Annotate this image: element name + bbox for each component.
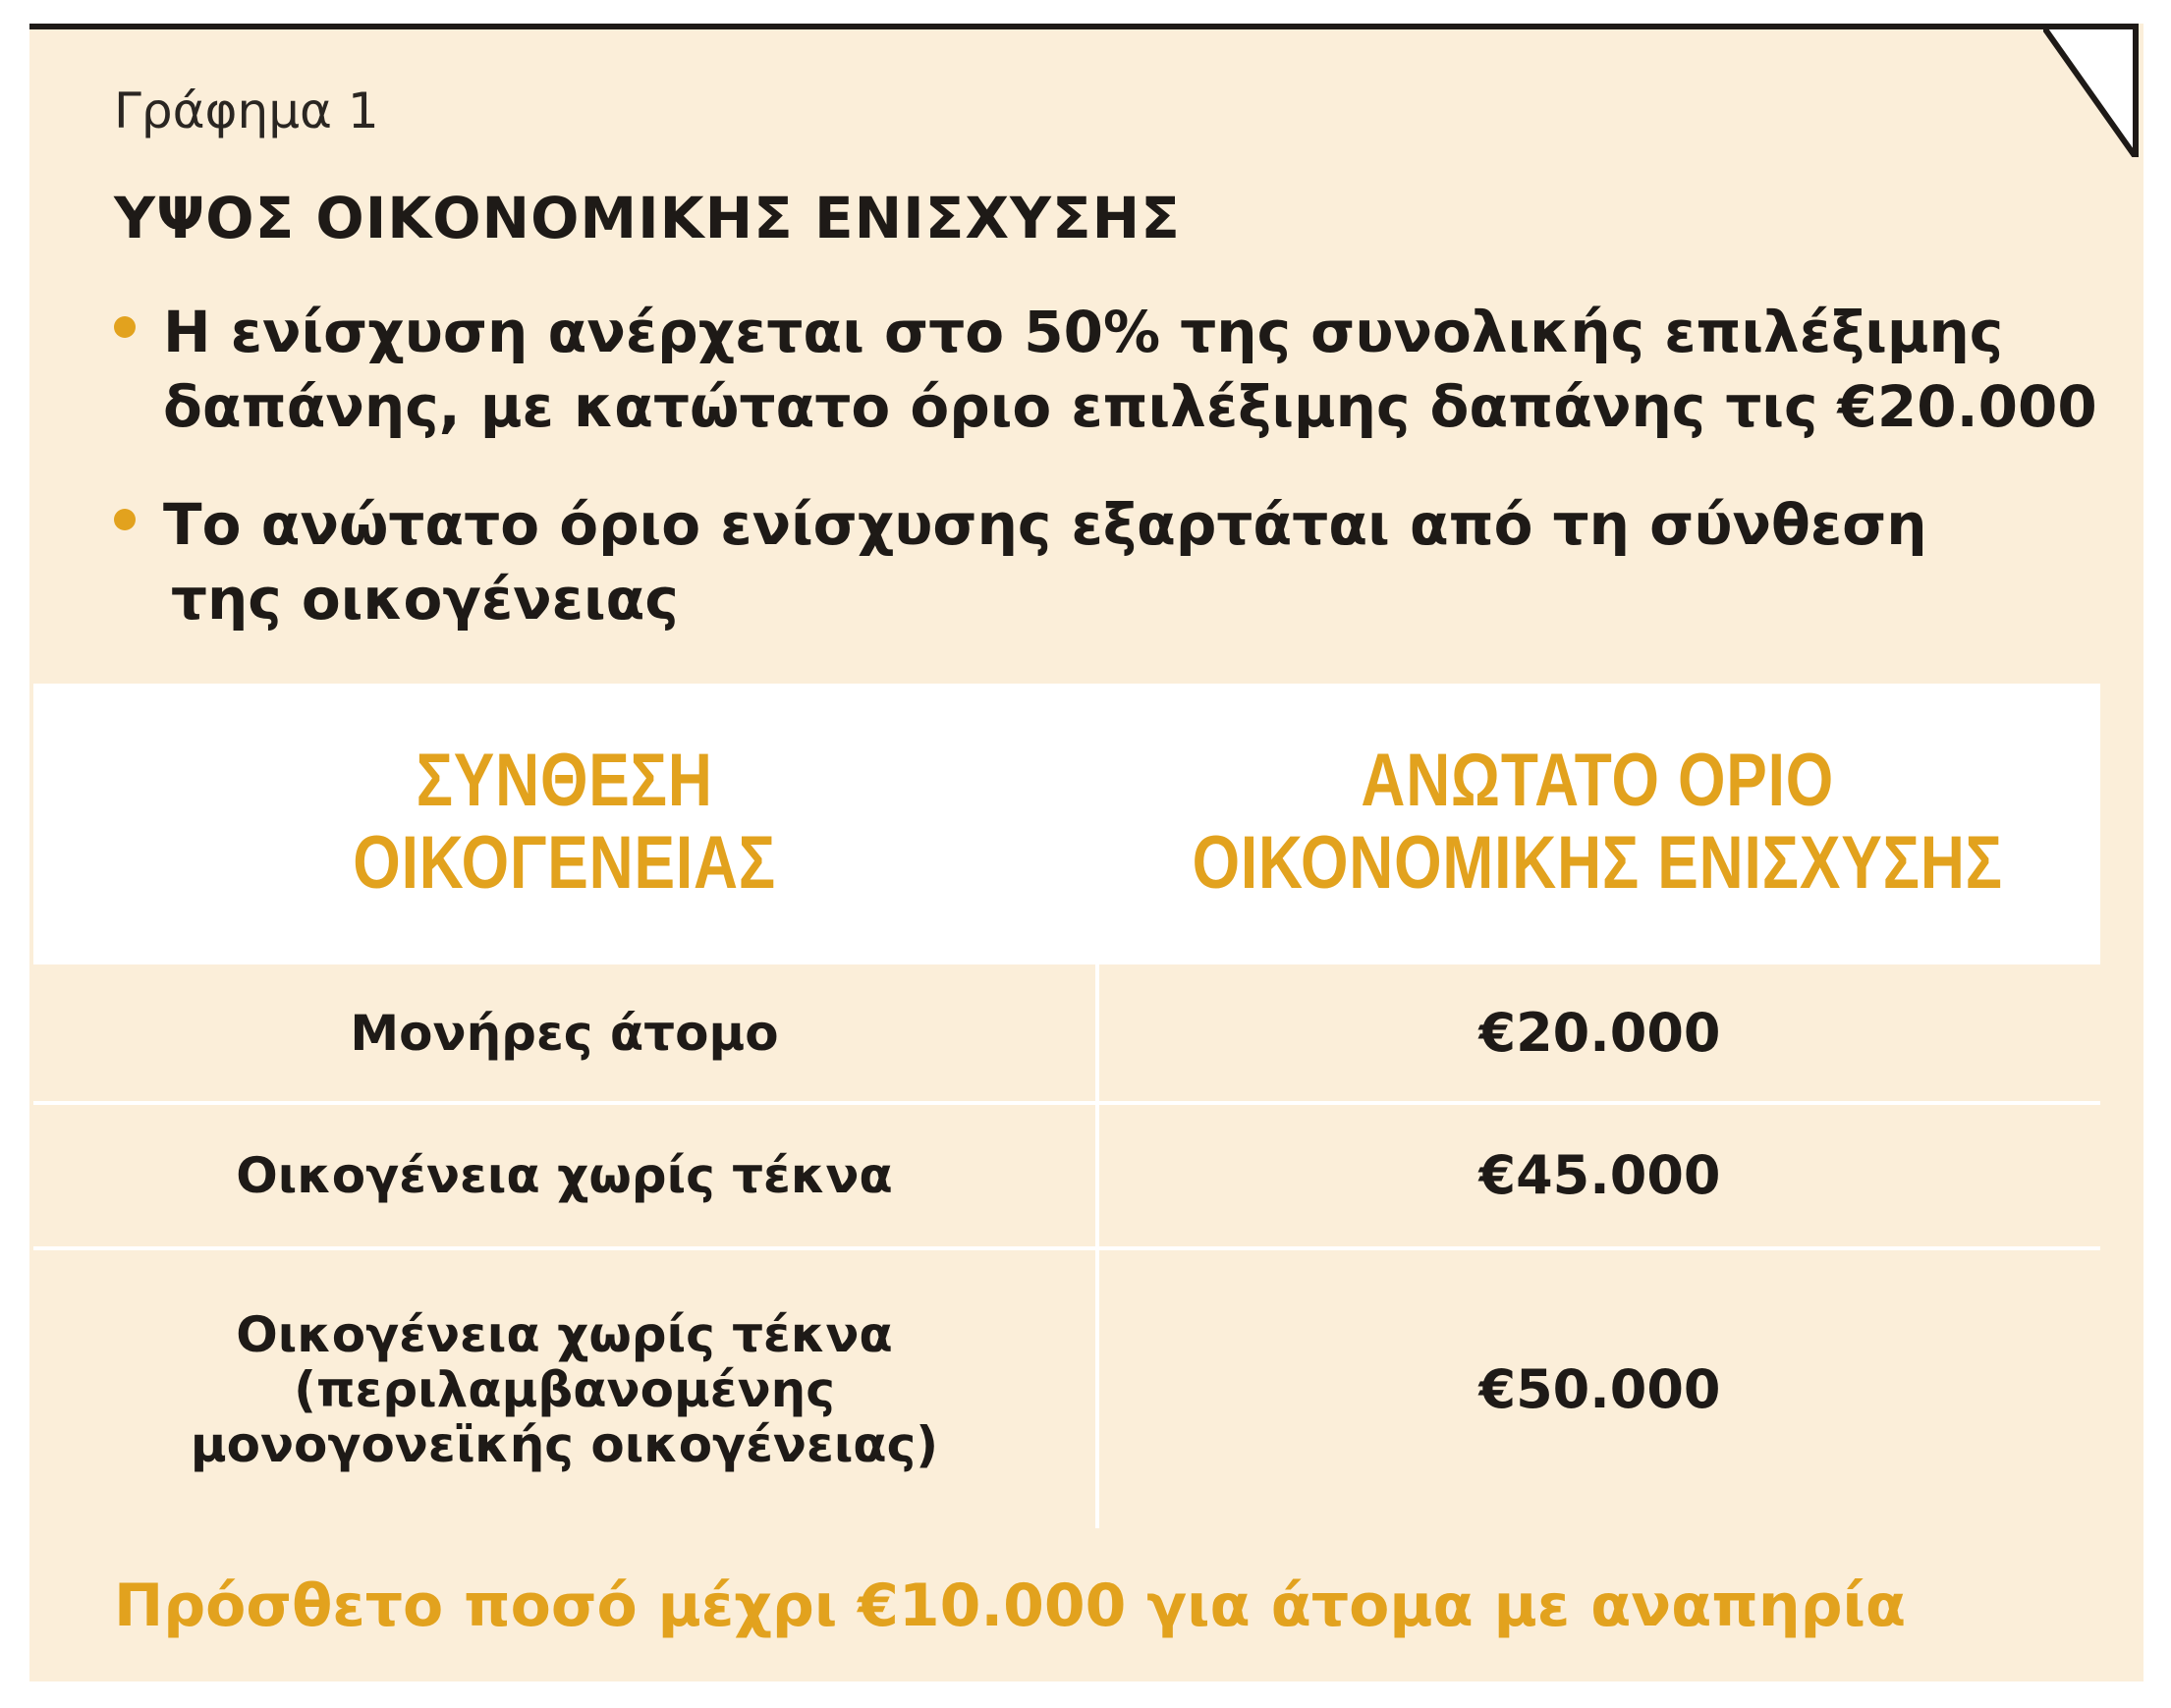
table-cell-composition: Οικογένεια χωρίς τέκνα — [33, 1101, 1095, 1246]
folded-corner-icon — [2043, 24, 2145, 157]
bullet-line: δαπάνης, με κατώτατο όριο επιλέξιμης δαπάνης τις €20.000 — [163, 373, 2097, 440]
table-cell-composition: Οικογένεια χωρίς τέκνα (περιλαμβανομένης μονογονεϊκής οικογένειας) — [33, 1246, 1095, 1528]
header-line: ΟΙΚΟΝΟΜΙΚΗΣ ΕΝΙΣΧΥΣΗΣ — [1192, 821, 2004, 905]
graph-label: Γράφημα 1 — [114, 83, 379, 139]
bullet-line: Η ενίσχυση ανέρχεται στο 50% της συνολικής επιλέξιμης — [163, 299, 2004, 365]
header-line: ΑΝΩΤΑΤΟ ΟΡΙΟ — [1361, 739, 1835, 822]
bullet-dot-icon — [114, 316, 136, 338]
bullet-item — [114, 295, 2097, 444]
header-line: ΣΥΝΘΕΣΗ — [416, 739, 713, 822]
footnote: Πρόσθετο ποσό μέχρι €10.000 για άτομα με αναπηρία — [114, 1571, 1907, 1640]
top-rule — [29, 24, 2051, 29]
aid-limits-table — [33, 684, 2100, 1528]
table-header-limit — [1095, 684, 2100, 961]
table-cell-composition: Μονήρες άτομο — [33, 961, 1095, 1101]
table-cell-limit: €50.000 — [1095, 1246, 2100, 1528]
bullet-line: της οικογένειας — [171, 566, 679, 633]
table-header-composition — [33, 684, 1095, 961]
bullet-line: Το ανώτατο όριο ενίσχυσης εξαρτάται από τη σύνθεση — [163, 491, 1927, 558]
bullet-item — [114, 487, 1927, 636]
bullet-dot-icon — [114, 509, 136, 530]
page-title: ΥΨΟΣ ΟΙΚΟΝΟΜΙΚΗΣ ΕΝΙΣΧΥΣΗΣ — [114, 185, 1181, 251]
table-cell-limit: €20.000 — [1095, 961, 2100, 1101]
header-line: ΟΙΚΟΓΕΝΕΙΑΣ — [353, 821, 776, 905]
table-cell-limit: €45.000 — [1095, 1101, 2100, 1246]
